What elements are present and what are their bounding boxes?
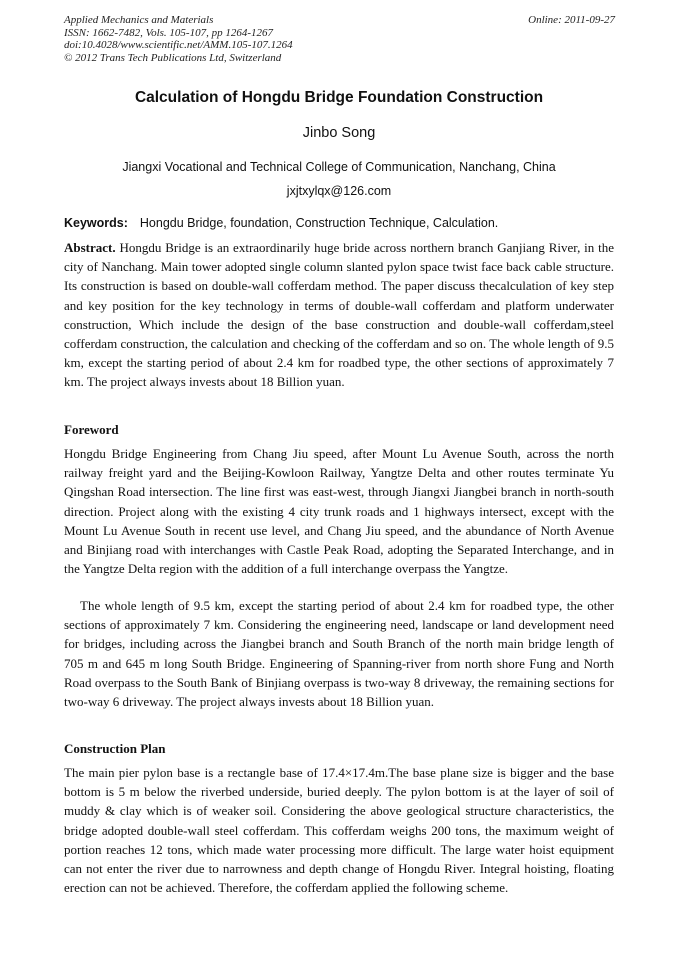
issn-line: ISSN: 1662-7482, Vols. 105-107, pp 1264-1267 (64, 26, 273, 39)
copyright-line: © 2012 Trans Tech Publications Ltd, Switzerland (64, 51, 282, 64)
abstract-text: Hongdu Bridge is an extraordinarily huge bride across northern branch Ganjiang River, in the city of Nanchang. Main tower adopted single column slanted pylon space twist face back cable structure. Its construction is based on double-wall cofferdam method. The paper discuss thecalculation of key step and key position for the key technology in terms of double-wall cofferdam and platform underwater construction, Which include the design of the base construction and double-wall cofferdam,steel cofferdam construction, the calculation and checking of the cofferdam and so on. The whole length of 9.5 km, except the starting period of about 2.4 km for roadbed type, the other sections of approximately 7 km. The project always invests about 18 Billion yuan. (64, 240, 614, 390)
affiliation: Jiangxi Vocational and Technical College of Communication, Nanchang, China (122, 160, 556, 174)
abstract-label: Abstract. (64, 240, 116, 255)
keywords-text: Hongdu Bridge, foundation, Construction Technique, Calculation. (139, 216, 499, 230)
author-email: jxjtxylqx@126.com (286, 184, 392, 198)
online-date: Online: 2011-09-27 (528, 14, 615, 26)
abstract-paragraph (64, 238, 614, 392)
foreword-heading: Foreword (64, 422, 119, 437)
foreword-paragraph-2: The whole length of 9.5 km, except the starting period of about 2.4 km for roadbed type, the other sections of approximately 7 km. Considering the engineering need, landscape or land development need for bridges, including across the Jiangbei branch and South Branch of the north main bridge length of 705 m and 645 m long South Bridge. Engineering of Spanning-river from north shore Fung and North Road overpass to the South Bank of Binjiang overpass is two-way 8 driveway, the remaining sections for two-way 6 driveway. The project always invests about 18 Billion yuan. (64, 598, 614, 710)
publication-info (64, 14, 293, 64)
journal-name: Applied Mechanics and Materials (64, 14, 214, 26)
keywords-label: Keywords: (64, 216, 128, 230)
foreword-paragraph-1: Hongdu Bridge Engineering from Chang Jiu speed, after Mount Lu Avenue South, across the north railway freight yard and the Beijing-Kowloon Railway, Yangtze Delta and other routes terminate Yu Qingshan Road intersection. The line first was east-west, through Jiangxi Jiangbei branch in north-south direction. Project along with the existing 4 city trunk roads and 1 highways intersect, except with the Mount Lu Avenue South in recent use level, and Chang Jiu speed, and the abundance of North Avenue and Binjiang road with interchanges with Castle Peak Road, adopting the Separated Interchange, and in the Yangtze Delta region with the addition of a full interchange overpass the Yangtze. (64, 446, 614, 577)
doi-line: doi:10.4028/www.scientific.net/AMM.105-107.1264 (64, 39, 293, 51)
keywords-line (64, 216, 498, 230)
construction-plan-heading: Construction Plan (64, 741, 166, 756)
construction-plan-paragraph: The main pier pylon base is a rectangle base of 17.4×17.4m.The base plane size is bigger and the base bottom is 5 m below the riverbed underside, buried deeply. The pylon bottom is at the layer of soil of muddy & clay which is of weaker soil. Considering the above geological structure characteristics, the bridge adopted double-wall steel cofferdam. This cofferdam weighs 200 tons, the maximum weight of portion reaches 12 tons, which made water processing more difficult. The large water hoist equipment can not enter the river due to narrowness and depth change of Hongdu River. Integral hoisting, floating erection can not be achieved. Therefore, the cofferdam applied the following scheme. (64, 765, 614, 896)
author-name: Jinbo Song (302, 125, 376, 141)
paper-title: Calculation of Hongdu Bridge Foundation Construction (134, 89, 544, 106)
